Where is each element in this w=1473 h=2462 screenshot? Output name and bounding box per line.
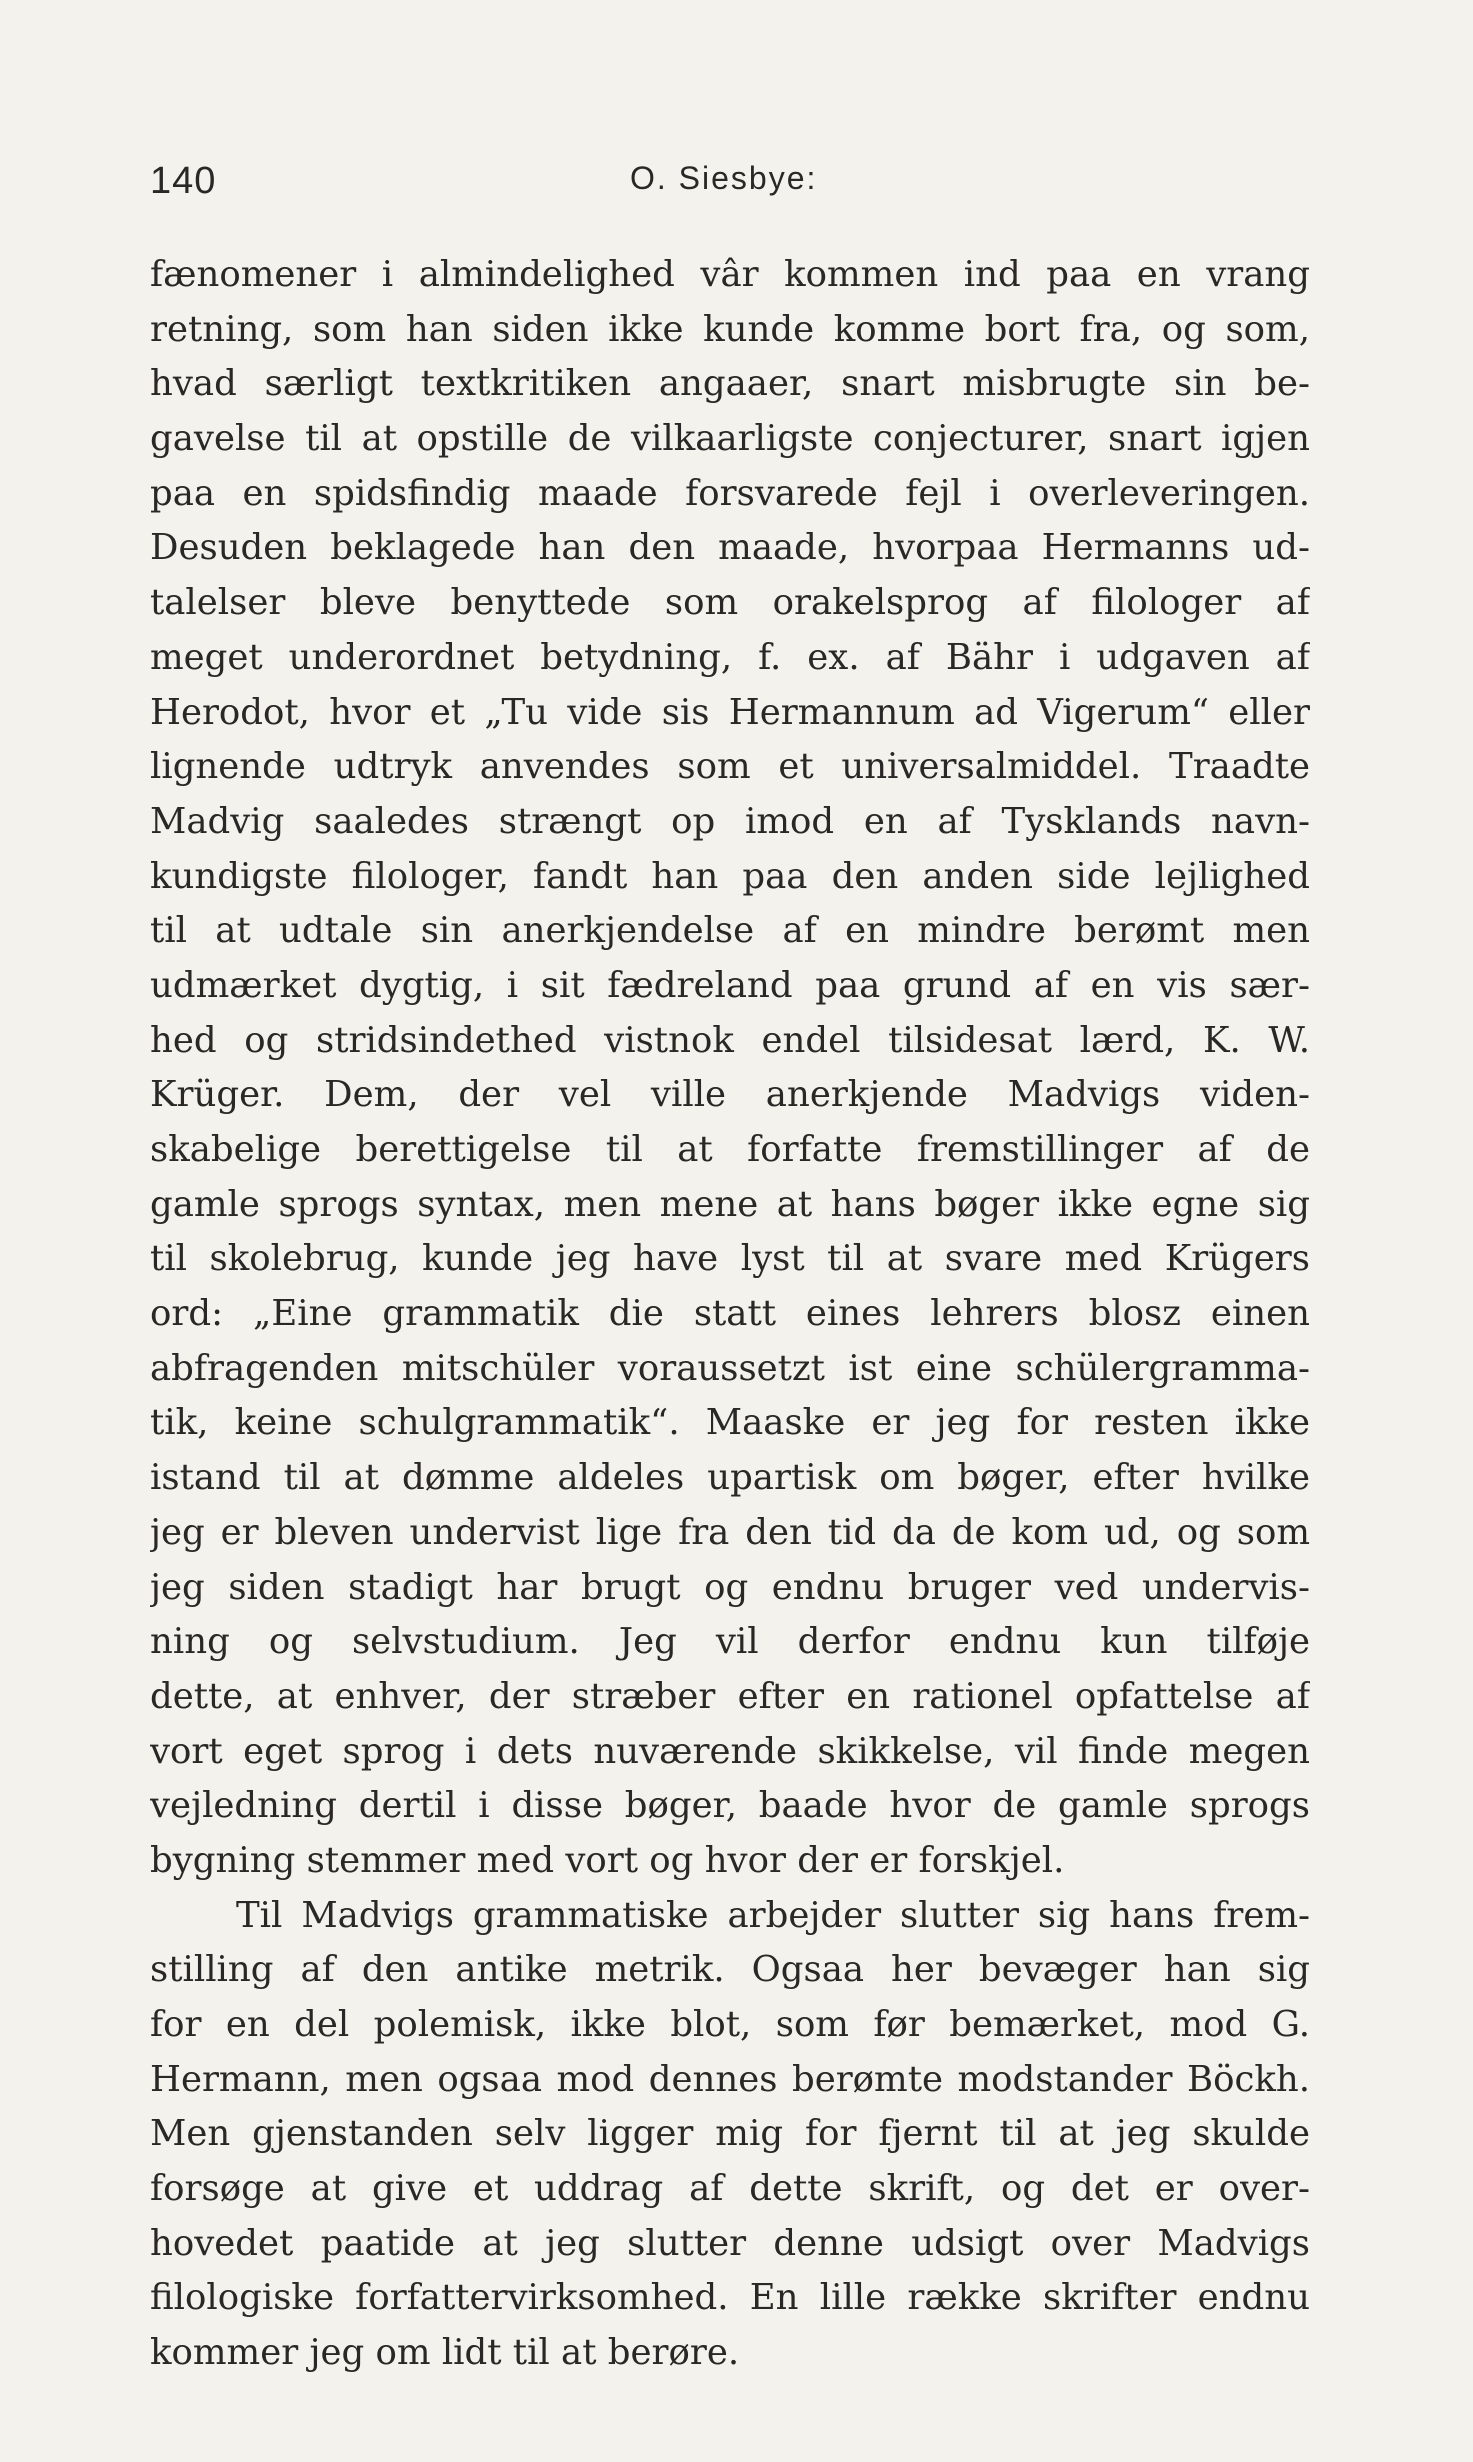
text-line: stilling af den antike metrik. Ogsaa her bevæger han sig	[150, 1949, 1310, 1991]
page-number: 140	[150, 160, 217, 202]
paragraph	[150, 1889, 1310, 2381]
text-line: dette, at enhver, der stræber efter en rationel opfattelse af	[150, 1675, 1310, 1717]
text-line: ning og selvstudium. Jeg vil derfor endnu kun tilføje	[150, 1621, 1310, 1663]
text-line: jeg siden stadigt har brugt og endnu bruger ved undervis-	[150, 1566, 1310, 1608]
text-line: abfragenden mitschüler voraussetzt ist eine schülergramma-	[150, 1347, 1310, 1389]
text-line: Til Madvigs grammatiske arbejder slutter sig hans frem-	[236, 1894, 1310, 1936]
text-line: kommer jeg om lidt til at berøre.	[150, 2332, 740, 2374]
text-line: skabelige berettigelse til at forfatte fremstillinger af de	[150, 1129, 1310, 1170]
text-line: Krüger. Dem, der vel ville anerkjende Madvigs viden-	[150, 1074, 1310, 1116]
text-line: tik, keine schulgrammatik“. Maaske er jeg for resten ikke	[150, 1402, 1310, 1444]
text-line: fænomener i almindelighed vâr kommen ind paa en vrang	[150, 254, 1310, 295]
text-line: Hermann, men ogsaa mod dennes berømte modstander Böckh.	[150, 2058, 1310, 2100]
text-line: forsøge at give et uddrag af dette skrift, og det er over-	[150, 2168, 1310, 2210]
text-line: Madvig saaledes strængt op imod en af Tysklands navn-	[150, 800, 1310, 842]
paragraph	[150, 248, 1310, 1889]
text-line: vort eget sprog i dets nuværende skikkelse, vil finde megen	[150, 1730, 1310, 1772]
text-line: hvad særligt textkritiken angaaer, snart misbrugte sin be-	[150, 363, 1310, 405]
text-line: retning, som han siden ikke kunde komme bort fra, og som,	[150, 308, 1310, 350]
text-line: talelser bleve benyttede som orakelsprog af filologer af	[150, 582, 1310, 624]
text-line: gamle sprogs syntax, men mene at hans bøger ikke egne sig	[150, 1183, 1310, 1225]
text-line: Herodot, hvor et „Tu vide sis Hermannum ad Vigerum“ eller	[150, 691, 1310, 733]
text-line: istand til at dømme aldeles upartisk om bøger, efter hvilke	[150, 1457, 1310, 1499]
text-line: vejledning dertil i disse bøger, baade hvor de gamle sprogs	[150, 1785, 1310, 1827]
text-line: for en del polemisk, ikke blot, som før bemærket, mod G.	[150, 2004, 1310, 2045]
text-line: filologiske forfattervirksomhed. En lille række skrifter endnu	[150, 2277, 1310, 2319]
text-line: gavelse til at opstille de vilkaarligste conjecturer, snart igjen	[150, 418, 1310, 460]
running-title: O. Siesbye:	[630, 160, 818, 196]
text-line: bygning stemmer med vort og hvor der er forskjel.	[150, 1839, 1065, 1881]
text-line: Desuden beklagede han den maade, hvorpaa Hermanns ud-	[150, 527, 1310, 569]
text-line: til at udtale sin anerkjendelse af en mindre berømt men	[150, 910, 1310, 952]
running-head	[150, 160, 1310, 220]
text-line: hed og stridsindethed vistnok endel tilsidesat lærd, K. W.	[150, 1019, 1310, 1061]
text-line: udmærket dygtig, i sit fædreland paa grund af en vis sær-	[150, 964, 1310, 1006]
text-line: til skolebrug, kunde jeg have lyst til at svare med Krügers	[150, 1238, 1310, 1280]
text-line: paa en spidsfindig maade forsvarede fejl i overleveringen.	[150, 472, 1310, 514]
body-text	[150, 248, 1310, 2381]
text-line: lignende udtryk anvendes som et universalmiddel. Traadte	[150, 746, 1310, 788]
text-line: meget underordnet betydning, f. ex. af Bähr i udgaven af	[150, 636, 1310, 678]
text-line: kundigste filologer, fandt han paa den anden side lejlighed	[150, 855, 1310, 897]
text-line: jeg er bleven undervist lige fra den tid da de kom ud, og som	[150, 1511, 1310, 1553]
text-line: Men gjenstanden selv ligger mig for fjernt til at jeg skulde	[150, 2113, 1310, 2155]
text-line: hovedet paatide at jeg slutter denne udsigt over Madvigs	[150, 2222, 1310, 2264]
text-line: ord: „Eine grammatik die statt eines lehrers blosz einen	[150, 1293, 1310, 1335]
